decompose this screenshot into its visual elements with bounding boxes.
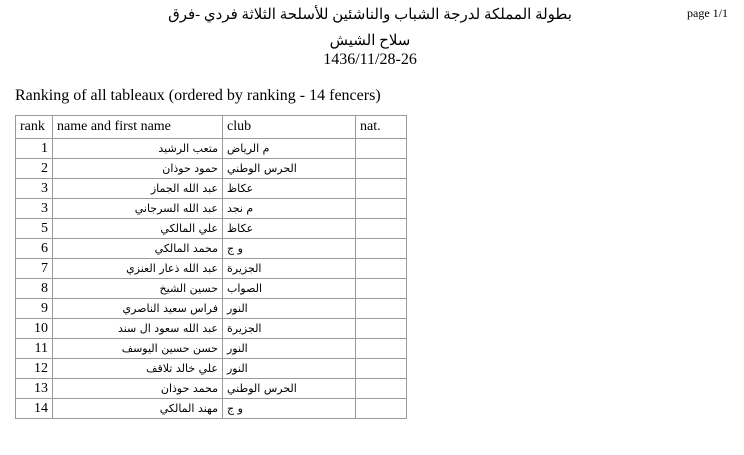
name-cell: فراس سعيد الناصري <box>53 299 223 319</box>
rank-cell: 2 <box>16 159 53 179</box>
club-cell: النور <box>223 359 356 379</box>
rank-cell: 14 <box>16 399 53 419</box>
name-cell: محمد حوذان <box>53 379 223 399</box>
nat-cell <box>356 379 407 399</box>
club-cell: الحرس الوطني <box>223 159 356 179</box>
header-name: name and first name <box>53 116 223 139</box>
club-cell: الجزيرة <box>223 259 356 279</box>
header-nat: nat. <box>356 116 407 139</box>
table-row <box>16 259 407 279</box>
table-row <box>16 319 407 339</box>
club-cell: النور <box>223 339 356 359</box>
table-row <box>16 159 407 179</box>
ranking-table <box>15 115 407 419</box>
rank-cell: 12 <box>16 359 53 379</box>
nat-cell <box>356 179 407 199</box>
rank-cell: 3 <box>16 179 53 199</box>
club-cell: النور <box>223 299 356 319</box>
nat-cell <box>356 159 407 179</box>
table-row <box>16 179 407 199</box>
table-header-row <box>16 116 407 139</box>
page-number-label: page 1/1 <box>687 6 728 20</box>
rank-cell: 11 <box>16 339 53 359</box>
rank-cell: 10 <box>16 319 53 339</box>
weapon-subtitle: سلاح الشيش <box>329 33 411 49</box>
nat-cell <box>356 259 407 279</box>
table-row <box>16 379 407 399</box>
table-row <box>16 279 407 299</box>
ranking-table-body <box>16 139 407 419</box>
table-row <box>16 239 407 259</box>
club-cell: م الرياض <box>223 139 356 159</box>
club-cell: الجزيرة <box>223 319 356 339</box>
club-cell: عكاظ <box>223 179 356 199</box>
table-row <box>16 199 407 219</box>
name-cell: محمد المالكي <box>53 239 223 259</box>
table-row <box>16 139 407 159</box>
nat-cell <box>356 239 407 259</box>
rank-cell: 1 <box>16 139 53 159</box>
rank-cell: 3 <box>16 199 53 219</box>
ranking-heading: Ranking of all tableaux (ordered by ranking - 14 fencers) <box>15 87 381 104</box>
club-cell: عكاظ <box>223 219 356 239</box>
table-row <box>16 399 407 419</box>
rank-cell: 9 <box>16 299 53 319</box>
rank-cell: 7 <box>16 259 53 279</box>
name-cell: علي المالكي <box>53 219 223 239</box>
rank-cell: 5 <box>16 219 53 239</box>
nat-cell <box>356 359 407 379</box>
table-row <box>16 219 407 239</box>
table-row <box>16 339 407 359</box>
nat-cell <box>356 319 407 339</box>
club-cell: الصواب <box>223 279 356 299</box>
name-cell: حسين الشيخ <box>53 279 223 299</box>
nat-cell <box>356 219 407 239</box>
name-cell: عبد الله السرجاني <box>53 199 223 219</box>
event-date: 1436/11/28-26 <box>323 51 417 68</box>
nat-cell <box>356 139 407 159</box>
name-cell: علي خالد تلاقف <box>53 359 223 379</box>
name-cell: مهند المالكي <box>53 399 223 419</box>
nat-cell <box>356 399 407 419</box>
name-cell: متعب الرشيد <box>53 139 223 159</box>
nat-cell <box>356 299 407 319</box>
name-cell: عبد الله سعود ال سند <box>53 319 223 339</box>
nat-cell <box>356 279 407 299</box>
nat-cell <box>356 339 407 359</box>
rank-cell: 6 <box>16 239 53 259</box>
name-cell: عبد الله الجماز <box>53 179 223 199</box>
header-rank: rank <box>16 116 53 139</box>
rank-cell: 8 <box>16 279 53 299</box>
club-cell: و ج <box>223 239 356 259</box>
name-cell: حسن حسين اليوسف <box>53 339 223 359</box>
rank-cell: 13 <box>16 379 53 399</box>
header-club: club <box>223 116 356 139</box>
name-cell: عبد الله ذعار العنزي <box>53 259 223 279</box>
table-row <box>16 299 407 319</box>
club-cell: م نجد <box>223 199 356 219</box>
name-cell: حمود حوذان <box>53 159 223 179</box>
document-title: بطولة المملكة لدرجة الشباب والناشئين للأسلحة الثلاثة فردي -فرق <box>168 7 572 23</box>
club-cell: و ج <box>223 399 356 419</box>
table-row <box>16 359 407 379</box>
nat-cell <box>356 199 407 219</box>
club-cell: الحرس الوطني <box>223 379 356 399</box>
